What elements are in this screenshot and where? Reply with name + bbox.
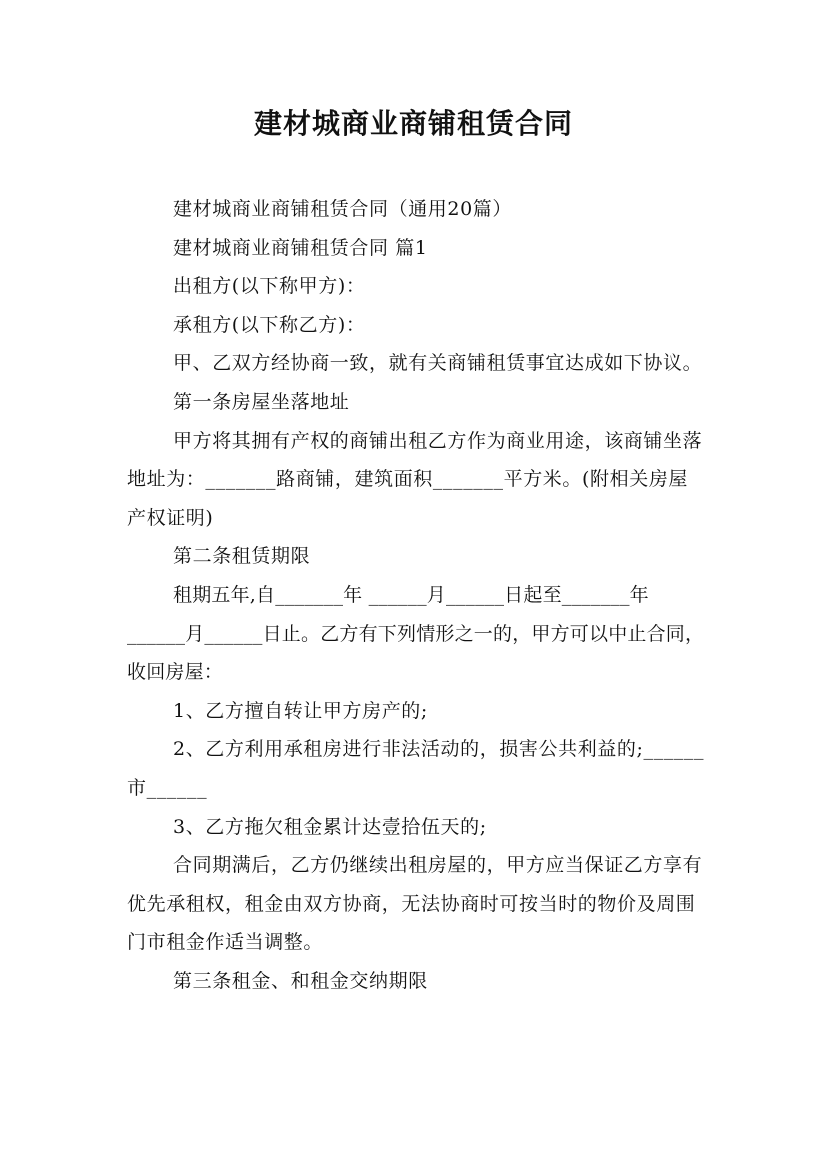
- lease-term-paragraph: 租期五年,自_______年 ______月______日起至_______年 ______月______日止。乙方有下列情形之一的，甲方可以中止合同，收回房屋：: [127, 583, 705, 684]
- lessee-paragraph: 承租方(以下称乙方)：: [173, 313, 366, 336]
- clause-2-paragraph: 2、乙方利用承租房进行非法活动的，损害公共利益的;______市______: [127, 738, 705, 799]
- article-1-paragraph: 甲方将其拥有产权的商铺出租乙方作为商业用途，该商铺坐落地址为：_______路商铺，建筑面积_______平方米。(附相关房屋产权证明): [127, 429, 703, 529]
- renewal-paragraph: 合同期满后，乙方仍继续出租房屋的，甲方应当保证乙方享有优先承租权，租金由双方协商，无法协商时可按当时的物价及周围门市租金作适当调整。: [127, 854, 703, 954]
- document-body: [127, 190, 707, 1000]
- clause-1-paragraph: 1、乙方擅自转让甲方房产的;: [173, 699, 428, 722]
- article-2-heading: 第二条租赁期限: [173, 545, 311, 568]
- lessor-paragraph: 出租方(以下称甲方)：: [173, 275, 366, 298]
- section-heading-paragraph: 建材城商业商铺租赁合同 篇1: [173, 236, 428, 259]
- article-1-heading: 第一条房屋坐落地址: [173, 390, 350, 413]
- agreement-paragraph: 甲、乙双方经协商一致，就有关商铺租赁事宜达成如下协议。: [173, 352, 703, 375]
- subtitle-paragraph: 建材城商业商铺租赁合同（通用20篇）: [173, 198, 512, 220]
- document-title: 建材城商业商铺租赁合同: [253, 107, 573, 140]
- article-3-heading: 第三条租金、和租金交纳期限: [173, 969, 428, 992]
- clause-3-paragraph: 3、乙方拖欠租金累计达壹拾伍天的;: [173, 815, 487, 838]
